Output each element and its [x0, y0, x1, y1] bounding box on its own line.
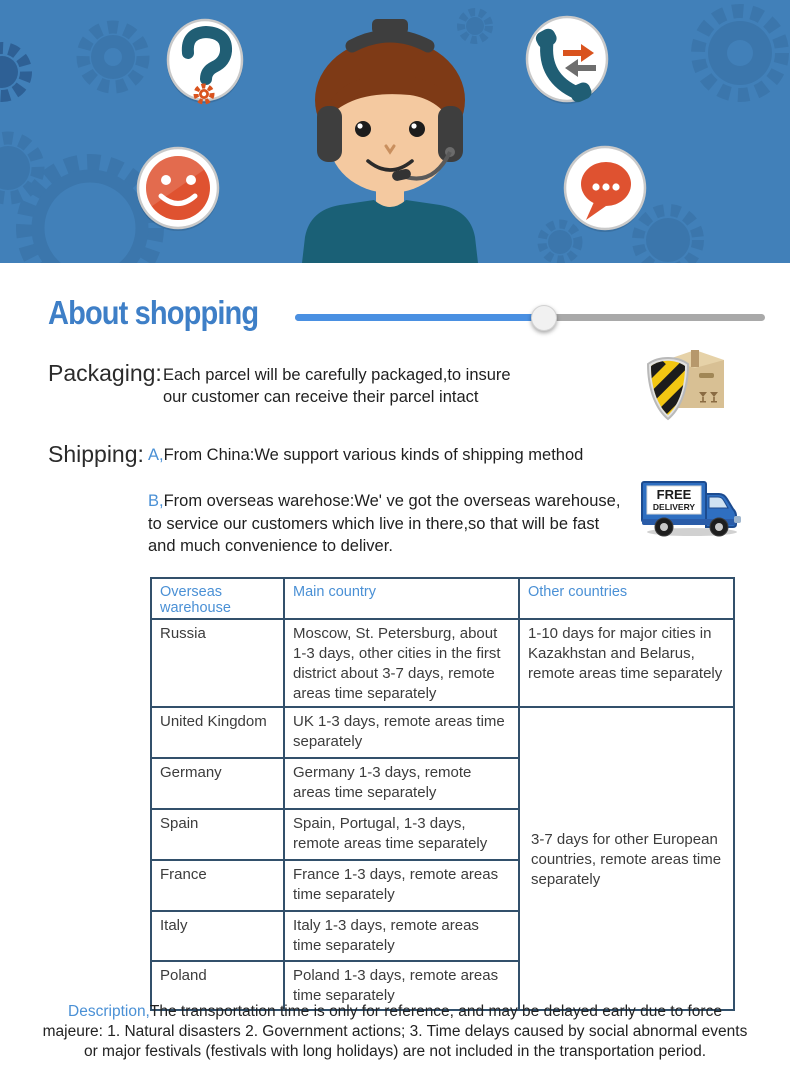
shipping-point-b — [148, 490, 620, 558]
table-header-row — [151, 578, 734, 619]
table-header-main-country: Main country — [284, 578, 519, 619]
table-row — [151, 619, 734, 707]
main-country-cell: France 1-3 days, remote areas time separately — [284, 860, 519, 911]
main-country-cell: Moscow, St. Petersburg, about 1-3 days, other cities in the first district about 3-7 days, remote areas time separately — [284, 619, 519, 707]
point-b-prefix: B, — [148, 492, 164, 510]
description-text — [0, 1002, 790, 1062]
phone-call-icon — [527, 17, 607, 104]
page-title: About shopping — [48, 294, 259, 331]
main-country-cell: UK 1-3 days, remote areas time separately — [284, 707, 519, 758]
truck-free-label: FREE — [656, 487, 692, 502]
table-header-overseas-warehouse: Overseas warehouse — [151, 578, 284, 619]
truck-delivery-label: DELIVERY — [652, 502, 696, 512]
table-header-other-countries: Other countries — [519, 578, 734, 619]
shipping-point-a — [148, 444, 583, 466]
slider-track[interactable] — [295, 314, 765, 321]
question-mark-icon — [167, 20, 243, 103]
free-delivery-truck-icon — [640, 472, 745, 538]
main-country-cell: Germany 1-3 days, remote areas time separately — [284, 758, 519, 809]
warehouse-cell: France — [151, 860, 284, 911]
point-b-line: to service our customers which live in there,so that will be fast — [148, 514, 600, 533]
header-banner — [0, 0, 790, 263]
chat-bubble-icon — [565, 147, 645, 232]
other-countries-merged-cell: 3-7 days for other European countries, remote areas time separately — [519, 707, 734, 1010]
slider-knob[interactable] — [531, 305, 557, 331]
main-country-cell: Spain, Portugal, 1-3 days, remote areas time separately — [284, 809, 519, 860]
warehouse-cell: Germany — [151, 758, 284, 809]
warehouse-cell: Spain — [151, 809, 284, 860]
shipping-label: Shipping: — [48, 441, 144, 467]
other-countries-cell: 1-10 days for major cities in Kazakhstan and Belarus, remote areas time separately — [519, 619, 734, 707]
shield-box-icon — [636, 342, 736, 426]
warehouse-cell: Russia — [151, 619, 284, 707]
point-a-text: From China:We support various kinds of shipping method — [163, 446, 584, 464]
point-a-prefix: A, — [148, 446, 164, 464]
progress-slider[interactable] — [295, 310, 765, 326]
point-b-line: From overseas warehose:We' ve got the overseas warehouse, — [163, 492, 621, 510]
description-line: The transportation time is only for reference, and may be delayed early due to force — [149, 1003, 722, 1020]
point-b-line: and much convenience to deliver. — [148, 537, 393, 555]
description-prefix: Description, — [68, 1003, 150, 1020]
table-row — [151, 707, 734, 758]
main-country-cell: Italy 1-3 days, remote areas time separately — [284, 911, 519, 961]
warehouse-cell: Poland — [151, 961, 284, 1010]
warehouse-cell: Italy — [151, 911, 284, 961]
description-line: or major festivals (festivals with long holidays) are not included in the transportation period. — [83, 1043, 707, 1060]
packaging-text-line: our customer can receive their parcel intact — [163, 388, 479, 406]
packaging-text — [163, 364, 511, 408]
packaging-label: Packaging: — [48, 360, 162, 386]
packaging-text-line: Each parcel will be carefully packaged,to insure — [163, 366, 511, 384]
slider-fill — [295, 314, 544, 321]
description-line: majeure: 1. Natural disasters 2. Government actions; 3. Time delays caused by social abnormal events — [42, 1023, 748, 1040]
main-country-cell: Poland 1-3 days, remote areas time separately — [284, 961, 519, 1010]
shipping-table — [150, 577, 735, 1011]
warehouse-cell: United Kingdom — [151, 707, 284, 758]
